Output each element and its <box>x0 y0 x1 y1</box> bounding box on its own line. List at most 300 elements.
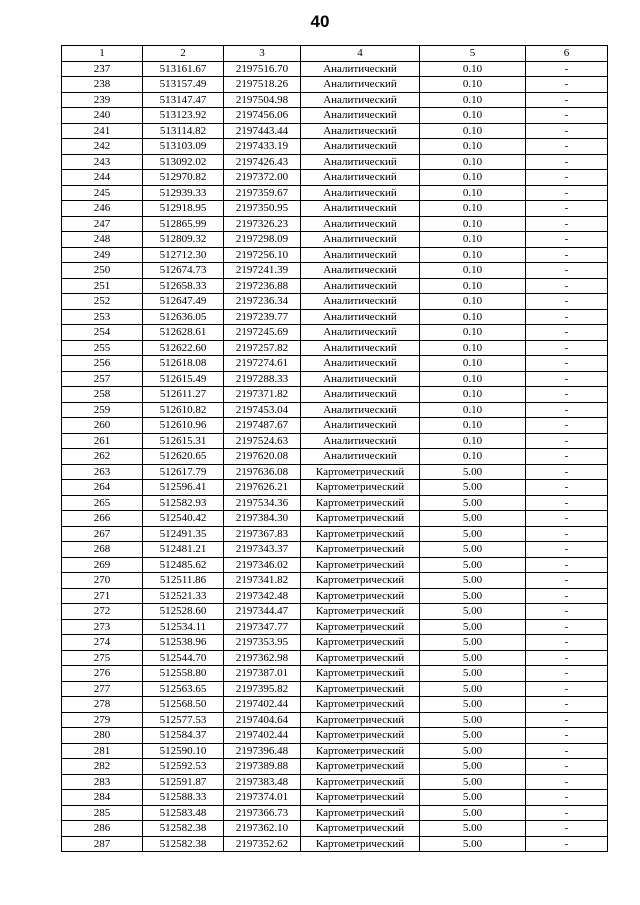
y-coordinate-cell: 2197620.08 <box>224 449 301 465</box>
point-number-cell: 279 <box>62 712 143 728</box>
note-cell: - <box>526 588 608 604</box>
accuracy-cell: 0.10 <box>420 92 526 108</box>
method-cell: Картометрический <box>301 759 420 775</box>
method-cell: Картометрический <box>301 573 420 589</box>
method-cell: Аналитический <box>301 77 420 93</box>
x-coordinate-cell: 513157.49 <box>143 77 224 93</box>
point-number-cell: 280 <box>62 728 143 744</box>
note-cell: - <box>526 123 608 139</box>
accuracy-cell: 5.00 <box>420 728 526 744</box>
accuracy-cell: 0.10 <box>420 185 526 201</box>
note-cell: - <box>526 743 608 759</box>
accuracy-cell: 0.10 <box>420 325 526 341</box>
method-cell: Аналитический <box>301 232 420 248</box>
y-coordinate-cell: 2197402.44 <box>224 697 301 713</box>
note-cell: - <box>526 449 608 465</box>
table-row <box>62 526 608 542</box>
point-number-cell: 251 <box>62 278 143 294</box>
point-number-cell: 244 <box>62 170 143 186</box>
point-number-cell: 246 <box>62 201 143 217</box>
table-row <box>62 495 608 511</box>
point-number-cell: 276 <box>62 666 143 682</box>
point-number-cell: 286 <box>62 821 143 837</box>
table-row <box>62 402 608 418</box>
x-coordinate-cell: 512577.53 <box>143 712 224 728</box>
point-number-cell: 261 <box>62 433 143 449</box>
accuracy-cell: 5.00 <box>420 712 526 728</box>
point-number-cell: 249 <box>62 247 143 263</box>
x-coordinate-cell: 512712.30 <box>143 247 224 263</box>
accuracy-cell: 5.00 <box>420 666 526 682</box>
point-number-cell: 248 <box>62 232 143 248</box>
accuracy-cell: 5.00 <box>420 805 526 821</box>
point-number-cell: 267 <box>62 526 143 542</box>
method-cell: Аналитический <box>301 402 420 418</box>
accuracy-cell: 5.00 <box>420 743 526 759</box>
note-cell: - <box>526 557 608 573</box>
point-number-cell: 242 <box>62 139 143 155</box>
x-coordinate-cell: 512615.31 <box>143 433 224 449</box>
accuracy-cell: 0.10 <box>420 433 526 449</box>
y-coordinate-cell: 2197453.04 <box>224 402 301 418</box>
accuracy-cell: 0.10 <box>420 247 526 263</box>
table-row <box>62 759 608 775</box>
x-coordinate-cell: 512528.60 <box>143 604 224 620</box>
method-cell: Аналитический <box>301 61 420 77</box>
note-cell: - <box>526 232 608 248</box>
y-coordinate-cell: 2197371.82 <box>224 387 301 403</box>
table-row <box>62 573 608 589</box>
coordinates-table <box>61 45 608 852</box>
point-number-cell: 268 <box>62 542 143 558</box>
point-number-cell: 245 <box>62 185 143 201</box>
table-row <box>62 185 608 201</box>
x-coordinate-cell: 512674.73 <box>143 263 224 279</box>
x-coordinate-cell: 512481.21 <box>143 542 224 558</box>
y-coordinate-cell: 2197344.47 <box>224 604 301 620</box>
x-coordinate-cell: 512865.99 <box>143 216 224 232</box>
y-coordinate-cell: 2197374.01 <box>224 790 301 806</box>
point-number-cell: 287 <box>62 836 143 852</box>
note-cell: - <box>526 340 608 356</box>
header-row <box>62 46 608 62</box>
method-cell: Картометрический <box>301 666 420 682</box>
method-cell: Картометрический <box>301 681 420 697</box>
method-cell: Аналитический <box>301 278 420 294</box>
method-cell: Аналитический <box>301 294 420 310</box>
y-coordinate-cell: 2197342.48 <box>224 588 301 604</box>
point-number-cell: 269 <box>62 557 143 573</box>
x-coordinate-cell: 512521.33 <box>143 588 224 604</box>
table-row <box>62 464 608 480</box>
accuracy-cell: 5.00 <box>420 697 526 713</box>
point-number-cell: 285 <box>62 805 143 821</box>
table-row <box>62 836 608 852</box>
y-coordinate-cell: 2197347.77 <box>224 619 301 635</box>
method-cell: Картометрический <box>301 635 420 651</box>
note-cell: - <box>526 495 608 511</box>
point-number-cell: 240 <box>62 108 143 124</box>
y-coordinate-cell: 2197239.77 <box>224 309 301 325</box>
table-row <box>62 139 608 155</box>
method-cell: Картометрический <box>301 619 420 635</box>
accuracy-cell: 0.10 <box>420 402 526 418</box>
accuracy-cell: 0.10 <box>420 418 526 434</box>
method-cell: Картометрический <box>301 697 420 713</box>
method-cell: Картометрический <box>301 728 420 744</box>
point-number-cell: 250 <box>62 263 143 279</box>
y-coordinate-cell: 2197383.48 <box>224 774 301 790</box>
x-coordinate-cell: 513123.92 <box>143 108 224 124</box>
x-coordinate-cell: 512939.33 <box>143 185 224 201</box>
x-coordinate-cell: 512617.79 <box>143 464 224 480</box>
note-cell: - <box>526 433 608 449</box>
accuracy-cell: 0.10 <box>420 294 526 310</box>
note-cell: - <box>526 216 608 232</box>
y-coordinate-cell: 2197353.95 <box>224 635 301 651</box>
method-cell: Картометрический <box>301 480 420 496</box>
x-coordinate-cell: 513103.09 <box>143 139 224 155</box>
x-coordinate-cell: 512610.82 <box>143 402 224 418</box>
accuracy-cell: 0.10 <box>420 263 526 279</box>
header-cell-3: 3 <box>224 46 301 62</box>
y-coordinate-cell: 2197245.69 <box>224 325 301 341</box>
y-coordinate-cell: 2197636.08 <box>224 464 301 480</box>
note-cell: - <box>526 402 608 418</box>
accuracy-cell: 0.10 <box>420 123 526 139</box>
method-cell: Картометрический <box>301 805 420 821</box>
table-row <box>62 170 608 186</box>
method-cell: Аналитический <box>301 325 420 341</box>
method-cell: Аналитический <box>301 154 420 170</box>
note-cell: - <box>526 185 608 201</box>
accuracy-cell: 5.00 <box>420 759 526 775</box>
y-coordinate-cell: 2197350.95 <box>224 201 301 217</box>
point-number-cell: 243 <box>62 154 143 170</box>
method-cell: Картометрический <box>301 650 420 666</box>
accuracy-cell: 0.10 <box>420 449 526 465</box>
accuracy-cell: 0.10 <box>420 108 526 124</box>
x-coordinate-cell: 512658.33 <box>143 278 224 294</box>
note-cell: - <box>526 92 608 108</box>
method-cell: Картометрический <box>301 836 420 852</box>
method-cell: Аналитический <box>301 139 420 155</box>
x-coordinate-cell: 512918.95 <box>143 201 224 217</box>
point-number-cell: 271 <box>62 588 143 604</box>
x-coordinate-cell: 512611.27 <box>143 387 224 403</box>
y-coordinate-cell: 2197395.82 <box>224 681 301 697</box>
accuracy-cell: 0.10 <box>420 340 526 356</box>
table-row <box>62 697 608 713</box>
x-coordinate-cell: 512970.82 <box>143 170 224 186</box>
point-number-cell: 284 <box>62 790 143 806</box>
point-number-cell: 270 <box>62 573 143 589</box>
x-coordinate-cell: 513147.47 <box>143 92 224 108</box>
x-coordinate-cell: 513092.02 <box>143 154 224 170</box>
y-coordinate-cell: 2197626.21 <box>224 480 301 496</box>
method-cell: Картометрический <box>301 712 420 728</box>
note-cell: - <box>526 309 608 325</box>
table-row <box>62 790 608 806</box>
table-row <box>62 681 608 697</box>
note-cell: - <box>526 666 608 682</box>
note-cell: - <box>526 170 608 186</box>
point-number-cell: 237 <box>62 61 143 77</box>
note-cell: - <box>526 650 608 666</box>
accuracy-cell: 5.00 <box>420 557 526 573</box>
note-cell: - <box>526 325 608 341</box>
x-coordinate-cell: 512618.08 <box>143 356 224 372</box>
y-coordinate-cell: 2197352.62 <box>224 836 301 852</box>
point-number-cell: 239 <box>62 92 143 108</box>
point-number-cell: 259 <box>62 402 143 418</box>
note-cell: - <box>526 464 608 480</box>
x-coordinate-cell: 512568.50 <box>143 697 224 713</box>
x-coordinate-cell: 512582.93 <box>143 495 224 511</box>
table-row <box>62 278 608 294</box>
method-cell: Картометрический <box>301 821 420 837</box>
accuracy-cell: 0.10 <box>420 278 526 294</box>
note-cell: - <box>526 635 608 651</box>
point-number-cell: 254 <box>62 325 143 341</box>
header-cell-2: 2 <box>143 46 224 62</box>
y-coordinate-cell: 2197359.67 <box>224 185 301 201</box>
y-coordinate-cell: 2197366.73 <box>224 805 301 821</box>
x-coordinate-cell: 512540.42 <box>143 511 224 527</box>
x-coordinate-cell: 512615.49 <box>143 371 224 387</box>
y-coordinate-cell: 2197367.83 <box>224 526 301 542</box>
table-row <box>62 263 608 279</box>
y-coordinate-cell: 2197387.01 <box>224 666 301 682</box>
note-cell: - <box>526 108 608 124</box>
point-number-cell: 273 <box>62 619 143 635</box>
y-coordinate-cell: 2197298.09 <box>224 232 301 248</box>
point-number-cell: 278 <box>62 697 143 713</box>
method-cell: Аналитический <box>301 371 420 387</box>
x-coordinate-cell: 512592.53 <box>143 759 224 775</box>
note-cell: - <box>526 774 608 790</box>
note-cell: - <box>526 247 608 263</box>
table-row <box>62 743 608 759</box>
accuracy-cell: 5.00 <box>420 588 526 604</box>
table-row <box>62 666 608 682</box>
accuracy-cell: 0.10 <box>420 77 526 93</box>
accuracy-cell: 5.00 <box>420 821 526 837</box>
y-coordinate-cell: 2197257.82 <box>224 340 301 356</box>
table-row <box>62 247 608 263</box>
table-row <box>62 542 608 558</box>
table-row <box>62 232 608 248</box>
point-number-cell: 274 <box>62 635 143 651</box>
table-row <box>62 821 608 837</box>
x-coordinate-cell: 512538.96 <box>143 635 224 651</box>
accuracy-cell: 0.10 <box>420 309 526 325</box>
x-coordinate-cell: 512809.32 <box>143 232 224 248</box>
y-coordinate-cell: 2197326.23 <box>224 216 301 232</box>
note-cell: - <box>526 294 608 310</box>
table-row <box>62 418 608 434</box>
y-coordinate-cell: 2197404.64 <box>224 712 301 728</box>
point-number-cell: 247 <box>62 216 143 232</box>
y-coordinate-cell: 2197362.10 <box>224 821 301 837</box>
note-cell: - <box>526 418 608 434</box>
point-number-cell: 277 <box>62 681 143 697</box>
table-row <box>62 340 608 356</box>
point-number-cell: 260 <box>62 418 143 434</box>
table-row <box>62 728 608 744</box>
method-cell: Аналитический <box>301 216 420 232</box>
method-cell: Аналитический <box>301 387 420 403</box>
table-row <box>62 201 608 217</box>
accuracy-cell: 5.00 <box>420 650 526 666</box>
point-number-cell: 262 <box>62 449 143 465</box>
x-coordinate-cell: 512583.48 <box>143 805 224 821</box>
method-cell: Аналитический <box>301 170 420 186</box>
x-coordinate-cell: 512596.41 <box>143 480 224 496</box>
accuracy-cell: 0.10 <box>420 154 526 170</box>
point-number-cell: 275 <box>62 650 143 666</box>
table-row <box>62 294 608 310</box>
method-cell: Картометрический <box>301 743 420 759</box>
accuracy-cell: 5.00 <box>420 604 526 620</box>
y-coordinate-cell: 2197389.88 <box>224 759 301 775</box>
x-coordinate-cell: 512590.10 <box>143 743 224 759</box>
method-cell: Аналитический <box>301 356 420 372</box>
table-row <box>62 619 608 635</box>
point-number-cell: 263 <box>62 464 143 480</box>
y-coordinate-cell: 2197534.36 <box>224 495 301 511</box>
method-cell: Картометрический <box>301 511 420 527</box>
method-cell: Аналитический <box>301 92 420 108</box>
method-cell: Картометрический <box>301 495 420 511</box>
point-number-cell: 241 <box>62 123 143 139</box>
accuracy-cell: 5.00 <box>420 464 526 480</box>
method-cell: Картометрический <box>301 588 420 604</box>
accuracy-cell: 5.00 <box>420 635 526 651</box>
accuracy-cell: 0.10 <box>420 61 526 77</box>
point-number-cell: 272 <box>62 604 143 620</box>
x-coordinate-cell: 512544.70 <box>143 650 224 666</box>
method-cell: Картометрический <box>301 790 420 806</box>
method-cell: Картометрический <box>301 526 420 542</box>
method-cell: Аналитический <box>301 340 420 356</box>
table-row <box>62 77 608 93</box>
table-row <box>62 108 608 124</box>
y-coordinate-cell: 2197362.98 <box>224 650 301 666</box>
y-coordinate-cell: 2197274.61 <box>224 356 301 372</box>
x-coordinate-cell: 512511.86 <box>143 573 224 589</box>
accuracy-cell: 5.00 <box>420 573 526 589</box>
y-coordinate-cell: 2197518.26 <box>224 77 301 93</box>
note-cell: - <box>526 821 608 837</box>
accuracy-cell: 0.10 <box>420 201 526 217</box>
note-cell: - <box>526 139 608 155</box>
method-cell: Аналитический <box>301 309 420 325</box>
point-number-cell: 281 <box>62 743 143 759</box>
note-cell: - <box>526 371 608 387</box>
accuracy-cell: 5.00 <box>420 480 526 496</box>
table-row <box>62 635 608 651</box>
note-cell: - <box>526 573 608 589</box>
note-cell: - <box>526 681 608 697</box>
point-number-cell: 252 <box>62 294 143 310</box>
accuracy-cell: 5.00 <box>420 774 526 790</box>
method-cell: Аналитический <box>301 263 420 279</box>
x-coordinate-cell: 512628.61 <box>143 325 224 341</box>
point-number-cell: 238 <box>62 77 143 93</box>
method-cell: Картометрический <box>301 542 420 558</box>
table-row <box>62 604 608 620</box>
table-row <box>62 557 608 573</box>
method-cell: Аналитический <box>301 123 420 139</box>
note-cell: - <box>526 61 608 77</box>
note-cell: - <box>526 728 608 744</box>
table-row <box>62 61 608 77</box>
accuracy-cell: 0.10 <box>420 139 526 155</box>
header-cell-5: 5 <box>420 46 526 62</box>
x-coordinate-cell: 512647.49 <box>143 294 224 310</box>
point-number-cell: 283 <box>62 774 143 790</box>
y-coordinate-cell: 2197504.98 <box>224 92 301 108</box>
note-cell: - <box>526 356 608 372</box>
note-cell: - <box>526 604 608 620</box>
x-coordinate-cell: 512620.65 <box>143 449 224 465</box>
header-cell-1: 1 <box>62 46 143 62</box>
x-coordinate-cell: 512563.65 <box>143 681 224 697</box>
note-cell: - <box>526 836 608 852</box>
page-number: 40 <box>310 12 330 31</box>
note-cell: - <box>526 542 608 558</box>
y-coordinate-cell: 2197402.44 <box>224 728 301 744</box>
y-coordinate-cell: 2197433.19 <box>224 139 301 155</box>
note-cell: - <box>526 759 608 775</box>
point-number-cell: 266 <box>62 511 143 527</box>
y-coordinate-cell: 2197343.37 <box>224 542 301 558</box>
x-coordinate-cell: 512584.37 <box>143 728 224 744</box>
table-row <box>62 588 608 604</box>
method-cell: Аналитический <box>301 201 420 217</box>
method-cell: Аналитический <box>301 418 420 434</box>
accuracy-cell: 5.00 <box>420 526 526 542</box>
y-coordinate-cell: 2197443.44 <box>224 123 301 139</box>
note-cell: - <box>526 201 608 217</box>
point-number-cell: 257 <box>62 371 143 387</box>
y-coordinate-cell: 2197288.33 <box>224 371 301 387</box>
x-coordinate-cell: 512491.35 <box>143 526 224 542</box>
table-body <box>62 61 608 852</box>
y-coordinate-cell: 2197372.00 <box>224 170 301 186</box>
note-cell: - <box>526 263 608 279</box>
point-number-cell: 255 <box>62 340 143 356</box>
x-coordinate-cell: 512534.11 <box>143 619 224 635</box>
note-cell: - <box>526 526 608 542</box>
accuracy-cell: 0.10 <box>420 356 526 372</box>
accuracy-cell: 5.00 <box>420 495 526 511</box>
point-number-cell: 253 <box>62 309 143 325</box>
y-coordinate-cell: 2197456.06 <box>224 108 301 124</box>
note-cell: - <box>526 805 608 821</box>
point-number-cell: 258 <box>62 387 143 403</box>
header-cell-4: 4 <box>301 46 420 62</box>
accuracy-cell: 0.10 <box>420 387 526 403</box>
table-row <box>62 480 608 496</box>
accuracy-cell: 5.00 <box>420 681 526 697</box>
table-row <box>62 805 608 821</box>
y-coordinate-cell: 2197346.02 <box>224 557 301 573</box>
point-number-cell: 256 <box>62 356 143 372</box>
note-cell: - <box>526 697 608 713</box>
table-row <box>62 92 608 108</box>
